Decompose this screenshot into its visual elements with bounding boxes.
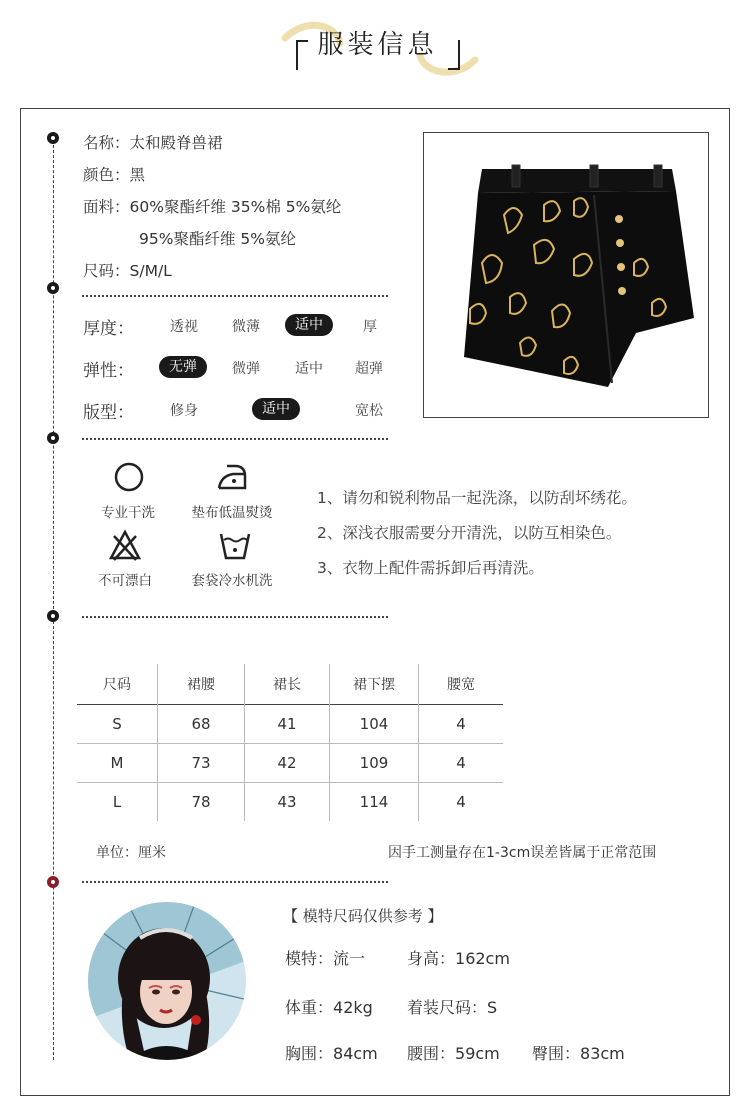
care-note: 3、衣物上配件需拆卸后再清洗。: [317, 559, 544, 577]
model-weight: [285, 995, 373, 1018]
circle-dry-clean-icon: [112, 460, 146, 494]
model-height: [407, 946, 510, 969]
waist-label: 腰围：: [407, 1044, 456, 1063]
skirt-illustration: [424, 133, 708, 417]
waist-value: 59cm: [455, 1044, 500, 1063]
care-label: 不可漂白: [98, 573, 152, 589]
care-label: 专业干洗: [101, 505, 155, 521]
weight-value: 42kg: [333, 998, 373, 1017]
table-cell: 41: [245, 705, 330, 744]
elasticity-label: 弹性：: [83, 361, 134, 381]
elasticity-option: 超弹: [355, 361, 383, 377]
machine-wash-cold-icon: [218, 528, 252, 562]
table-cell: 43: [245, 783, 330, 822]
size-value: S/M/L: [129, 262, 172, 280]
table-cell: 42: [245, 744, 330, 783]
table-cell: L: [77, 783, 158, 822]
model-avatar: [86, 900, 248, 1062]
model-wear-size: [407, 995, 497, 1018]
model-chest: [285, 1041, 378, 1064]
chest-label: 胸围：: [285, 1044, 334, 1063]
timeline-pin: [47, 282, 59, 294]
info-color-row: [83, 164, 145, 186]
table-header: 裙腰: [158, 664, 245, 705]
timeline-line: [53, 140, 54, 1060]
thickness-option-selected: 适中: [285, 314, 333, 336]
color-label: 颜色：: [83, 166, 130, 184]
dotted-divider: [82, 881, 388, 883]
height-label: 身高：: [407, 949, 456, 968]
fit-option: 宽松: [355, 403, 383, 419]
dotted-divider: [82, 438, 388, 440]
table-header: 裙下摆: [330, 664, 419, 705]
info-size-row: [83, 260, 172, 282]
table-cell: M: [77, 744, 158, 783]
timeline-pin: [47, 132, 59, 144]
weight-label: 体重：: [285, 998, 334, 1017]
color-value: 黑: [129, 166, 146, 184]
fit-label: 版型：: [83, 403, 134, 423]
timeline-pin: [47, 610, 59, 622]
fabric-line1: 60%聚酯纤维 35%棉 5%氨纶: [129, 198, 342, 216]
wear-label: 着装尺码：: [407, 998, 488, 1017]
thickness-option: 微薄: [232, 319, 260, 335]
care-note: 2、深浅衣服需要分开清洗，以防互相染色。: [317, 524, 622, 542]
model-label: 模特：: [285, 949, 334, 968]
dotted-divider: [82, 295, 388, 297]
elasticity-option-selected: 无弹: [159, 356, 207, 378]
fabric-label: 面料：: [83, 198, 130, 216]
thickness-option: 透视: [170, 319, 198, 335]
height-value: 162cm: [455, 949, 510, 968]
size-table: [77, 664, 503, 821]
table-cell: 104: [330, 705, 419, 744]
unit-note: 单位：厘米: [96, 845, 166, 861]
fabric-line2: 95%聚酯纤维 5%氨纶: [139, 230, 296, 248]
care-label: 垫布低温熨烫: [191, 505, 273, 521]
care-label: 套袋冷水机洗: [191, 573, 273, 589]
table-cell: S: [77, 705, 158, 744]
name-label: 名称：: [83, 134, 130, 152]
table-cell: 114: [330, 783, 419, 822]
table-cell: 73: [158, 744, 245, 783]
product-photo: [423, 132, 709, 418]
table-row: [77, 744, 503, 783]
table-cell: 4: [456, 793, 466, 811]
dotted-divider: [82, 616, 388, 618]
table-header: 腰宽: [447, 677, 475, 693]
low-iron-icon: [215, 460, 249, 494]
info-name-row: [83, 132, 223, 154]
measurement-error-note: 因手工测量存在1-3cm误差皆属于正常范围: [388, 845, 657, 861]
thickness-label: 厚度：: [83, 319, 134, 339]
table-cell: 78: [158, 783, 245, 822]
thickness-option: 厚: [363, 319, 377, 335]
fit-option: 修身: [170, 403, 198, 419]
table-row: [77, 705, 503, 744]
model-section-title: 【 模特尺码仅供参考 】: [283, 907, 443, 925]
model-value: 流一: [333, 949, 366, 968]
table-header-row: [77, 664, 503, 705]
info-fabric-row: [83, 196, 341, 218]
table-row: [77, 783, 503, 822]
timeline-pin: [47, 432, 59, 444]
size-label: 尺码：: [83, 262, 130, 280]
no-bleach-icon: [108, 528, 142, 562]
table-cell: 68: [158, 705, 245, 744]
elasticity-option: 微弹: [232, 361, 260, 377]
model-hip: [532, 1041, 625, 1064]
table-cell: 4: [456, 715, 466, 733]
wear-value: S: [487, 998, 498, 1017]
table-header: 裙长: [245, 664, 330, 705]
chest-value: 84cm: [333, 1044, 378, 1063]
timeline-pin-red: [47, 876, 59, 888]
hip-value: 83cm: [580, 1044, 625, 1063]
table-header: 尺码: [77, 664, 158, 705]
name-value: 太和殿脊兽裙: [129, 134, 223, 152]
table-cell: 4: [456, 754, 466, 772]
hip-label: 臀围：: [532, 1044, 581, 1063]
model-name: [285, 946, 365, 969]
table-cell: 109: [330, 744, 419, 783]
care-note: 1、请勿和锐利物品一起洗涤，以防刮坏绣花。: [317, 489, 637, 507]
page-title: 服装信息: [317, 30, 438, 60]
fit-option-selected: 适中: [252, 398, 300, 420]
model-waist: [407, 1041, 500, 1064]
elasticity-option: 适中: [295, 361, 323, 377]
